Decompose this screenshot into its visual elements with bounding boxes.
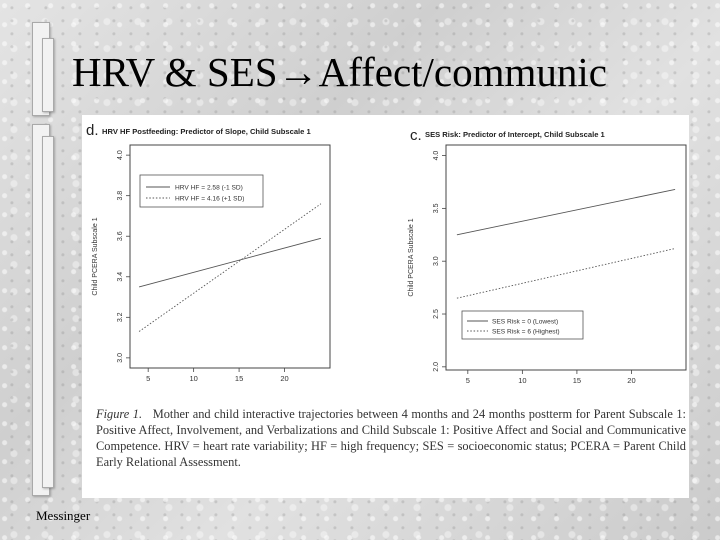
chart-d-series-line-2 bbox=[139, 204, 321, 332]
chart-c-ytick-label: 2.5 bbox=[433, 309, 440, 319]
chart-d-xtick-label: 20 bbox=[280, 374, 289, 383]
chart-d-ylabel: Child PCERA Subscale 1 bbox=[92, 217, 99, 296]
caption-lead: Figure 1. bbox=[96, 407, 143, 421]
chart-c-title: SES Risk: Predictor of Intercept, Child Subscale 1 bbox=[425, 130, 605, 139]
frame-bar-top-left-inner bbox=[42, 38, 54, 112]
charts-svg bbox=[82, 115, 689, 400]
chart-c-ytick-label: 2.0 bbox=[433, 361, 440, 372]
chart-c-legend-label-1: SES Risk = 0 (Lowest) bbox=[492, 318, 559, 326]
chart-c-series-line-2 bbox=[457, 249, 675, 299]
chart-d-title: HRV HF Postfeeding: Predictor of Slope, Child Subscale 1 bbox=[102, 127, 311, 136]
frame-bar-left-inner bbox=[42, 136, 54, 488]
chart-c-ytick-label: 4.0 bbox=[433, 150, 440, 161]
chart-d-ytick-label: 3.2 bbox=[117, 312, 124, 323]
chart-d-xtick-label: 10 bbox=[189, 374, 198, 383]
chart-d-legend-label-2: HRV HF = 4.16 (+1 SD) bbox=[175, 195, 245, 203]
chart-d bbox=[86, 122, 330, 383]
chart-c-ylabel: Child PCERA Subscale 1 bbox=[408, 218, 415, 297]
chart-d-ytick-label: 3.4 bbox=[117, 271, 124, 282]
chart-d-ytick-label: 3.6 bbox=[117, 231, 124, 242]
chart-d-series-line-1 bbox=[139, 238, 321, 287]
chart-c-xtick-label: 20 bbox=[627, 376, 636, 385]
chart-d-xtick-label: 15 bbox=[234, 374, 244, 383]
chart-c-ytick-label: 3.5 bbox=[433, 203, 440, 214]
chart-d-ytick-label: 3.8 bbox=[117, 190, 124, 201]
chart-d-ytick-label: 4.0 bbox=[117, 150, 124, 161]
chart-c-xtick-label: 5 bbox=[465, 376, 470, 385]
footer-author: Messinger bbox=[36, 508, 91, 523]
chart-c-xtick-label: 10 bbox=[518, 376, 527, 385]
chart-d-xtick-label: 5 bbox=[146, 374, 151, 383]
slide-title: HRV & SES→Affect/communic bbox=[72, 49, 608, 95]
chart-d-legend bbox=[140, 175, 263, 207]
chart-c-legend bbox=[462, 311, 583, 339]
chart-c-series-line-1 bbox=[457, 189, 675, 234]
chart-c-xtick-label: 15 bbox=[572, 376, 582, 385]
chart-d-legend-label-1: HRV HF = 2.58 (-1 SD) bbox=[175, 184, 243, 192]
chart-c-legend-label-2: SES Risk = 6 (Highest) bbox=[492, 328, 560, 336]
chart-d-panel-letter: d. bbox=[86, 122, 99, 139]
chart-d-ytick-label: 3.0 bbox=[117, 352, 124, 363]
chart-c-ytick-label: 3.0 bbox=[433, 256, 440, 267]
chart-c-panel-letter: c. bbox=[410, 127, 422, 144]
caption-text: Mother and child interactive trajectories between 4 months and 24 months postterm for Parent Subscale 1: Positive Affect, Involvement, and Verbalizations and Child Subscale 1: Positive Affect and Social and Communicative Competence. HRV = heart rate variability; HF = high frequency; SES = socioeconomic status; PCERA = Parent Child Early Relational Assessment. bbox=[96, 407, 686, 469]
figure-caption bbox=[96, 406, 686, 470]
figure-panel bbox=[82, 115, 689, 498]
chart-c bbox=[408, 127, 686, 385]
